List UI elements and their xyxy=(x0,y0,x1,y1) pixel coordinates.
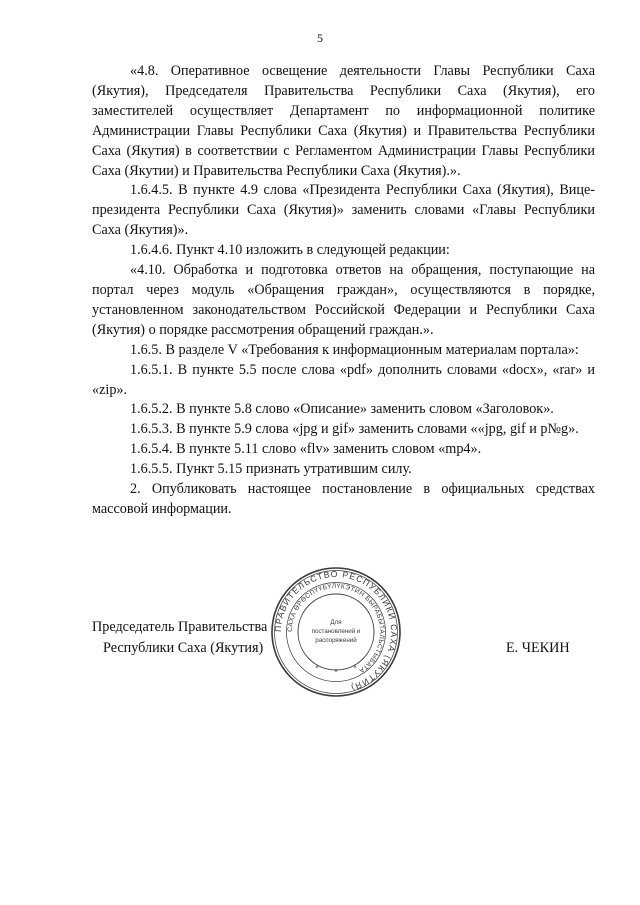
seal-outer-text: ПРАВИТЕЛЬСТВО РЕСПУБЛИКИ САХА (ЯКУТИЯ) xyxy=(272,568,400,693)
paragraph-1-6-4-5: 1.6.4.5. В пункте 4.9 слова «Президента Республики Саха (Якутия), Вице-президента Республики Саха (Якутия)» заменить словами «Главы Республики Саха (Якутия)». xyxy=(92,182,595,239)
seal-star-left: * xyxy=(315,664,319,672)
paragraph-1-6-5-3: 1.6.5.3. В пункте 5.9 слова «jpg и gif» заменить словами ««jpg, gif и p№g». xyxy=(130,421,579,438)
seal-star-right: * xyxy=(353,664,357,672)
document-body xyxy=(92,62,595,520)
paragraph-1-6-5-1: 1.6.5.1. В пункте 5.5 после слова «pdf» дополнить словами «docx», «rar» и «zip». xyxy=(92,361,595,398)
signatory-position xyxy=(92,617,267,659)
seal-star-middle: * xyxy=(334,668,338,676)
paragraph-4-10: «4.10. Обработка и подготовка ответов на обращения, поступающие на портал через модуль «Обращения граждан», осуществляются в порядке, установленном законодательством Российской Федерации и Республики Саха (Якутия) о порядке рассмотрения обращений граждан.». xyxy=(92,262,595,338)
signatory-position-line2: Республики Саха (Якутия) xyxy=(103,640,264,656)
official-seal-stamp xyxy=(270,566,402,698)
paragraph-4-8: «4.8. Оперативное освещение деятельности Главы Республики Саха (Якутия), Председателя Правительства Республики Саха (Якутия), его заместителей осуществляет Департамент по информационной политике Администрации Главы Республики Саха (Якутия) и Правительства Республики Саха (Якутия) в соответствии с Регламентом Администрации Главы Республики Саха (Якутии) и Правительства Республики Саха (Якутия).». xyxy=(92,63,595,179)
paragraph-1-6-5-4: 1.6.5.4. В пункте 5.11 слово «flv» заменить словом «mp4». xyxy=(130,441,482,458)
seal-inner-text: САХА ӨРӨСПҮҮБҮЛҮКЭТИН БЫРАБЫТАЛЬСТЫБАТА xyxy=(286,582,386,674)
paragraph-1-6-4-6: 1.6.4.6. Пункт 4.10 изложить в следующей редакции: xyxy=(130,242,450,259)
seal-center-line2: постановлений и xyxy=(311,628,361,635)
seal-center-line1: Для xyxy=(330,619,342,626)
paragraph-1-6-5: 1.6.5. В разделе V «Требования к информационным материалам портала»: xyxy=(130,341,579,358)
seal-center-line3: распоряжений xyxy=(315,637,357,644)
paragraph-2: 2. Опубликовать настоящее постановление в официальных средствах массовой информации. xyxy=(92,481,595,517)
paragraph-1-6-5-2: 1.6.5.2. В пункте 5.8 слово «Описание» заменить словом «Заголовок». xyxy=(130,401,554,418)
signatory-position-line1: Председатель Правительства xyxy=(92,619,268,635)
page-number: 5 xyxy=(317,31,323,45)
signatory-name: Е. ЧЕКИН xyxy=(506,640,570,656)
paragraph-1-6-5-5: 1.6.5.5. Пункт 5.15 признать утратившим силу. xyxy=(130,461,412,478)
